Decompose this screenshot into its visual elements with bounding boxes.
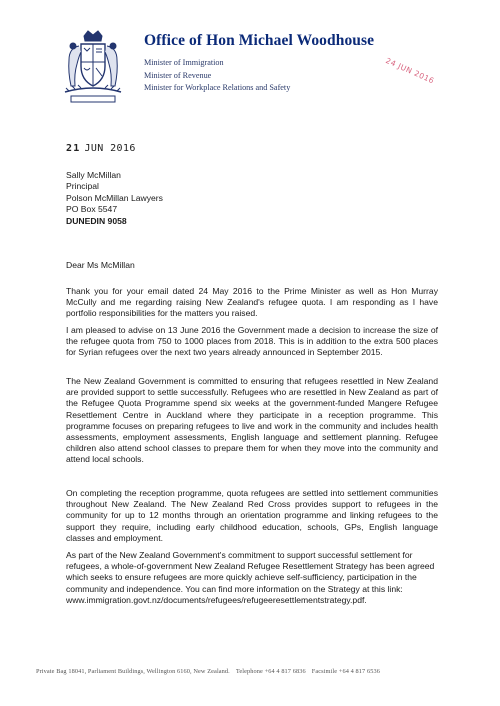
body-paragraph <box>66 550 438 606</box>
office-title: Office of Hon Michael Woodhouse <box>144 32 375 49</box>
role-line: Minister of Immigration <box>144 58 224 67</box>
footer-facsimile: Facsimile +64 4 817 6536 <box>311 668 380 675</box>
role-line: Minister for Workplace Relations and Safety <box>144 83 291 92</box>
address-line: Polson McMillan Lawyers <box>66 192 163 203</box>
address-line: PO Box 5547 <box>66 204 118 215</box>
received-stamp: 24 JUN 2016 <box>384 56 436 86</box>
footer-address: Private Bag 18041, Parliament Buildings, Wellington 6160, New Zealand. <box>36 668 230 675</box>
body-paragraph: The New Zealand Government is committed to ensuring that refugees resettled in New Zealand are provided support to settle successfully. Refugees who are resettled in New Zealand as part of the Refugee Quota Programme spend six weeks at the government-funded Mangere Refugee Resettlement Centre in Auckland where they participate in a reception programme. This programme focuses on preparing refugees to live and work in the community and includes health assessments, employment assessments, English language and settlement planning. Refugee children also attend school classes to prepare them for when they move into the community and attend local schools. <box>66 376 438 465</box>
strategy-link[interactable]: www.immigration.govt.nz/documents/refugees/refugeeresettlementstrategy.pdf. <box>66 594 367 605</box>
address-line: Principal <box>66 181 99 192</box>
recipient-address <box>66 170 163 227</box>
body-paragraph: I am pleased to advise on 13 June 2016 the Government made a decision to increase the size of the refugee quota from 750 to 1000 places from 2018. This is in addition to the extra 500 places for Syrian refugees over the next two years already announced in September 2015. <box>66 325 438 358</box>
address-line: Sally McMillan <box>66 170 121 180</box>
address-city: DUNEDIN 9058 <box>66 215 127 226</box>
role-line: Minister of Revenue <box>144 70 212 80</box>
paragraph-text: As part of the New Zealand Government's commitment to support successful settlement for refugees, a whole-of-government New Zealand Refugee Resettlement Strategy has been agreed which seeks to ensure refugees are more quickly achieve self-sufficiency, participation in the community and independence. You can find more information on the Strategy at this link: <box>66 550 435 594</box>
body-paragraph: On completing the reception programme, quota refugees are settled into settlement communities throughout New Zealand. The New Zealand Red Cross provides support to refugees in the community for up to 12 months through an orientation programme and linking refugees to the support they require, including early childhood education, schools, GPs, English language classes and employment. <box>66 488 438 543</box>
letter-date <box>66 143 136 154</box>
date-month-year: JUN 2016 <box>84 143 136 154</box>
minister-roles <box>144 57 290 95</box>
footer <box>36 668 466 675</box>
body-paragraph: Thank you for your email dated 24 May 2016 to the Prime Minister as well as Hon Murray McCully and me regarding raising New Zealand's refugee quota. I am responding as I have portfolio responsibilities for the matters you raised. <box>66 286 438 319</box>
date-day: 21 <box>66 143 81 154</box>
coat-of-arms-logo <box>57 28 129 110</box>
salutation: Dear Ms McMillan <box>66 260 135 270</box>
footer-telephone: Telephone +64 4 817 6836 <box>235 668 306 675</box>
